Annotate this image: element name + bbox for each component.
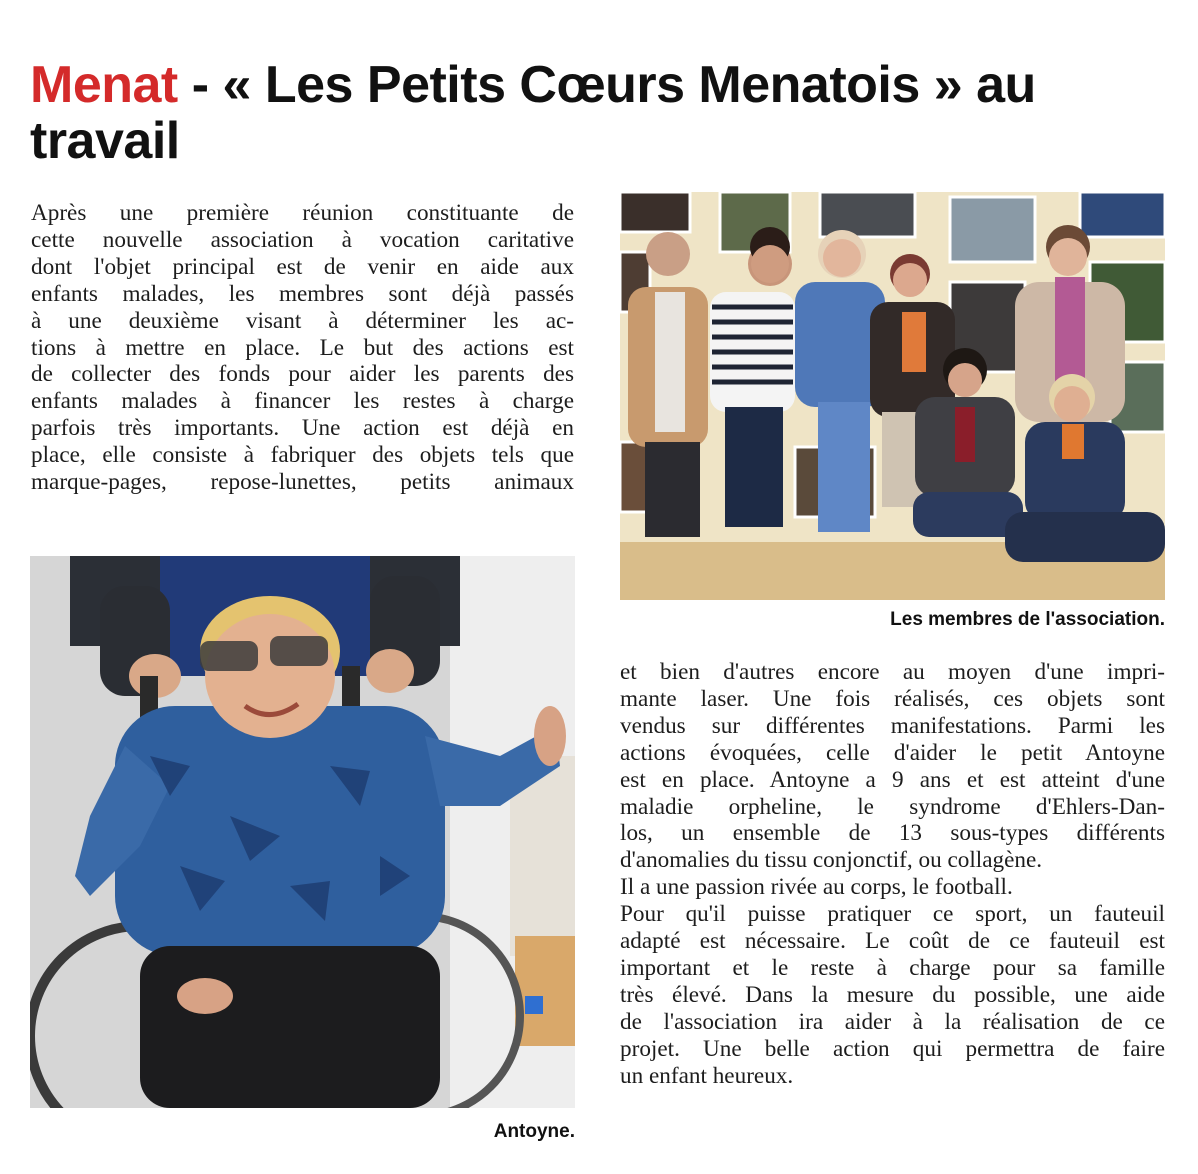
text-line: tions à mettre en place. Le but des actions est [31,334,574,361]
text-line: important et le reste à charge pour sa famille [620,954,1165,981]
text-line: cette nouvelle association à vocation caritative [31,226,574,253]
headline-title: - « Les Petits Cœurs Menatois » au travail [30,55,1036,170]
text-line: de collecter des fonds pour aider les parents des [31,361,574,388]
boy-photo [30,556,575,1108]
text-line: place, elle consiste à fabriquer des objets tels que [31,442,574,469]
headline-place: Menat [30,55,178,114]
text-line: actions évoquées, celle d'aider le petit Antoyne [620,739,1165,766]
text-line: mante laser. Une fois réalisés, ces objets sont [620,685,1165,712]
text-line: et bien d'autres encore au moyen d'une impri- [620,659,1165,685]
text-line: est en place. Antoyne a 9 ans et est atteint d'une [620,766,1165,793]
text-line: enfants malades, les membres sont déjà passés [31,280,574,307]
text-line: dont l'objet principal est de venir en aide aux [31,253,574,280]
text-line: adapté est nécessaire. Le coût de ce fauteuil est [620,928,1165,955]
text-line: marque-pages, repose-lunettes, petits animaux [31,469,574,496]
text-line: Après une première réunion constituante de [31,200,574,226]
text-line: maladie orpheline, le syndrome d'Ehlers-Dan- [620,793,1165,820]
text-line: los, un ensemble de 13 sous-types différents [620,820,1165,847]
article-column-1 [31,200,574,496]
text-line: de l'association ira aider à la réalisation de ce [620,1008,1165,1035]
article-headline [30,57,1170,169]
text-line: enfants malades à financer les restes à charge [31,388,574,415]
text-line: Pour qu'il puisse pratiquer ce sport, un fauteuil [620,901,1165,928]
group-photo-caption: Les membres de l'association. [890,609,1165,630]
text-line: à une deuxième visant à déterminer les ac- [31,307,574,334]
text-line: très élevé. Dans la mesure du possible, une aide [620,981,1165,1008]
text-line: Il a une passion rivée au corps, le football. [620,874,1013,901]
text-line: un enfant heureux. [620,1062,794,1089]
text-line: projet. Une belle action qui permettra de faire [620,1035,1165,1062]
article-column-2 [620,659,1165,1090]
boy-photo-caption: Antoyne. [493,1121,575,1142]
group-photo [620,192,1165,600]
text-line: vendus sur différentes manifestations. Parmi les [620,712,1165,739]
text-line: parfois très importants. Une action est déjà en [31,415,574,442]
text-line: d'anomalies du tissu conjonctif, ou collagène. [620,847,1043,874]
